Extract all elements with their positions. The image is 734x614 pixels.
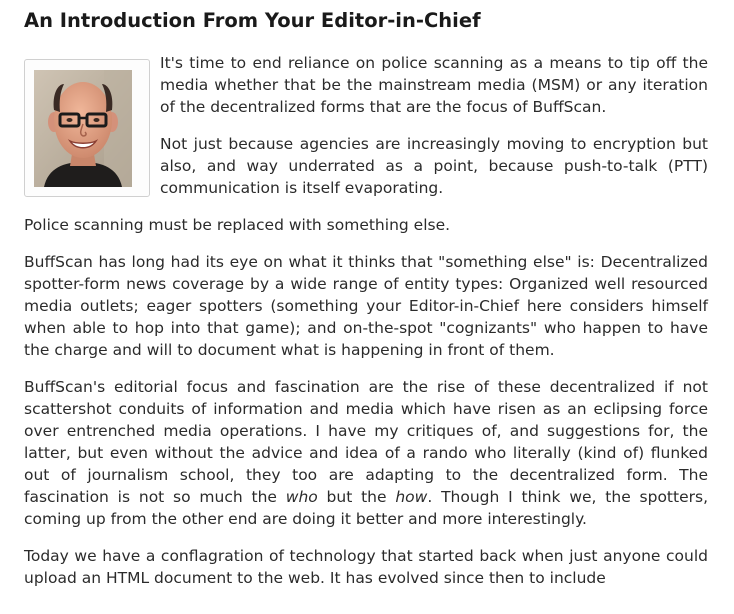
emphasis-who: who [285, 488, 318, 506]
paragraph-technology: Today we have a conflagration of technology that started back when just anyone could upload an HTML document to the web. It has evolved since then to include [24, 547, 708, 587]
article-body [24, 52, 708, 604]
article-title: An Introduction From Your Editor-in-Chief [24, 9, 481, 32]
emphasis-how: how [395, 488, 428, 506]
paragraph-replacement: Police scanning must be replaced with something else. [24, 216, 451, 234]
paragraph-intro: It's time to end reliance on police scanning as a means to tip off the media whether that be the mainstream media (MSM) or any iteration of the decentralized forms that are the focus of BuffScan. [160, 54, 708, 116]
editor-portrait-frame [24, 59, 150, 197]
paragraph-text-part: BuffScan's editorial focus and fascination are the rise of these decentralized if not scattershot conduits of information and media which have risen as an eclipsing force over entrenched media operations. I have my critiques of, and suggestions for, the latter, but even without the advice and idea of a rando who literally (kind of) flunked out of journalism school, they too are adapting to the decentralized form. The fascination is not so much the [24, 378, 708, 506]
paragraph-text-part: but the [317, 488, 396, 506]
paragraph-encryption: Not just because agencies are increasingly moving to encryption but also, and way underrated as a point, because push-to-talk (PTT) communication is itself evaporating. [160, 135, 708, 197]
paragraph-editorial-focus [24, 376, 708, 530]
editor-portrait-image [34, 70, 132, 187]
paragraph-something-else: BuffScan has long had its eye on what it thinks that "something else" is: Decentralized spotter-form news coverage by a wide range of entity types: Organized well resourced media outlets; eager spotters (something your Editor-in-Chief here considers himself when able to hop into that game); and on-the-spot "cognizants" who happen to have the charge and will to document what is happening in front of them. [24, 253, 708, 359]
paragraph-text-part: . Though I think we, the spotters, coming up from the other end are doing it better and more interestingly. [24, 488, 709, 528]
